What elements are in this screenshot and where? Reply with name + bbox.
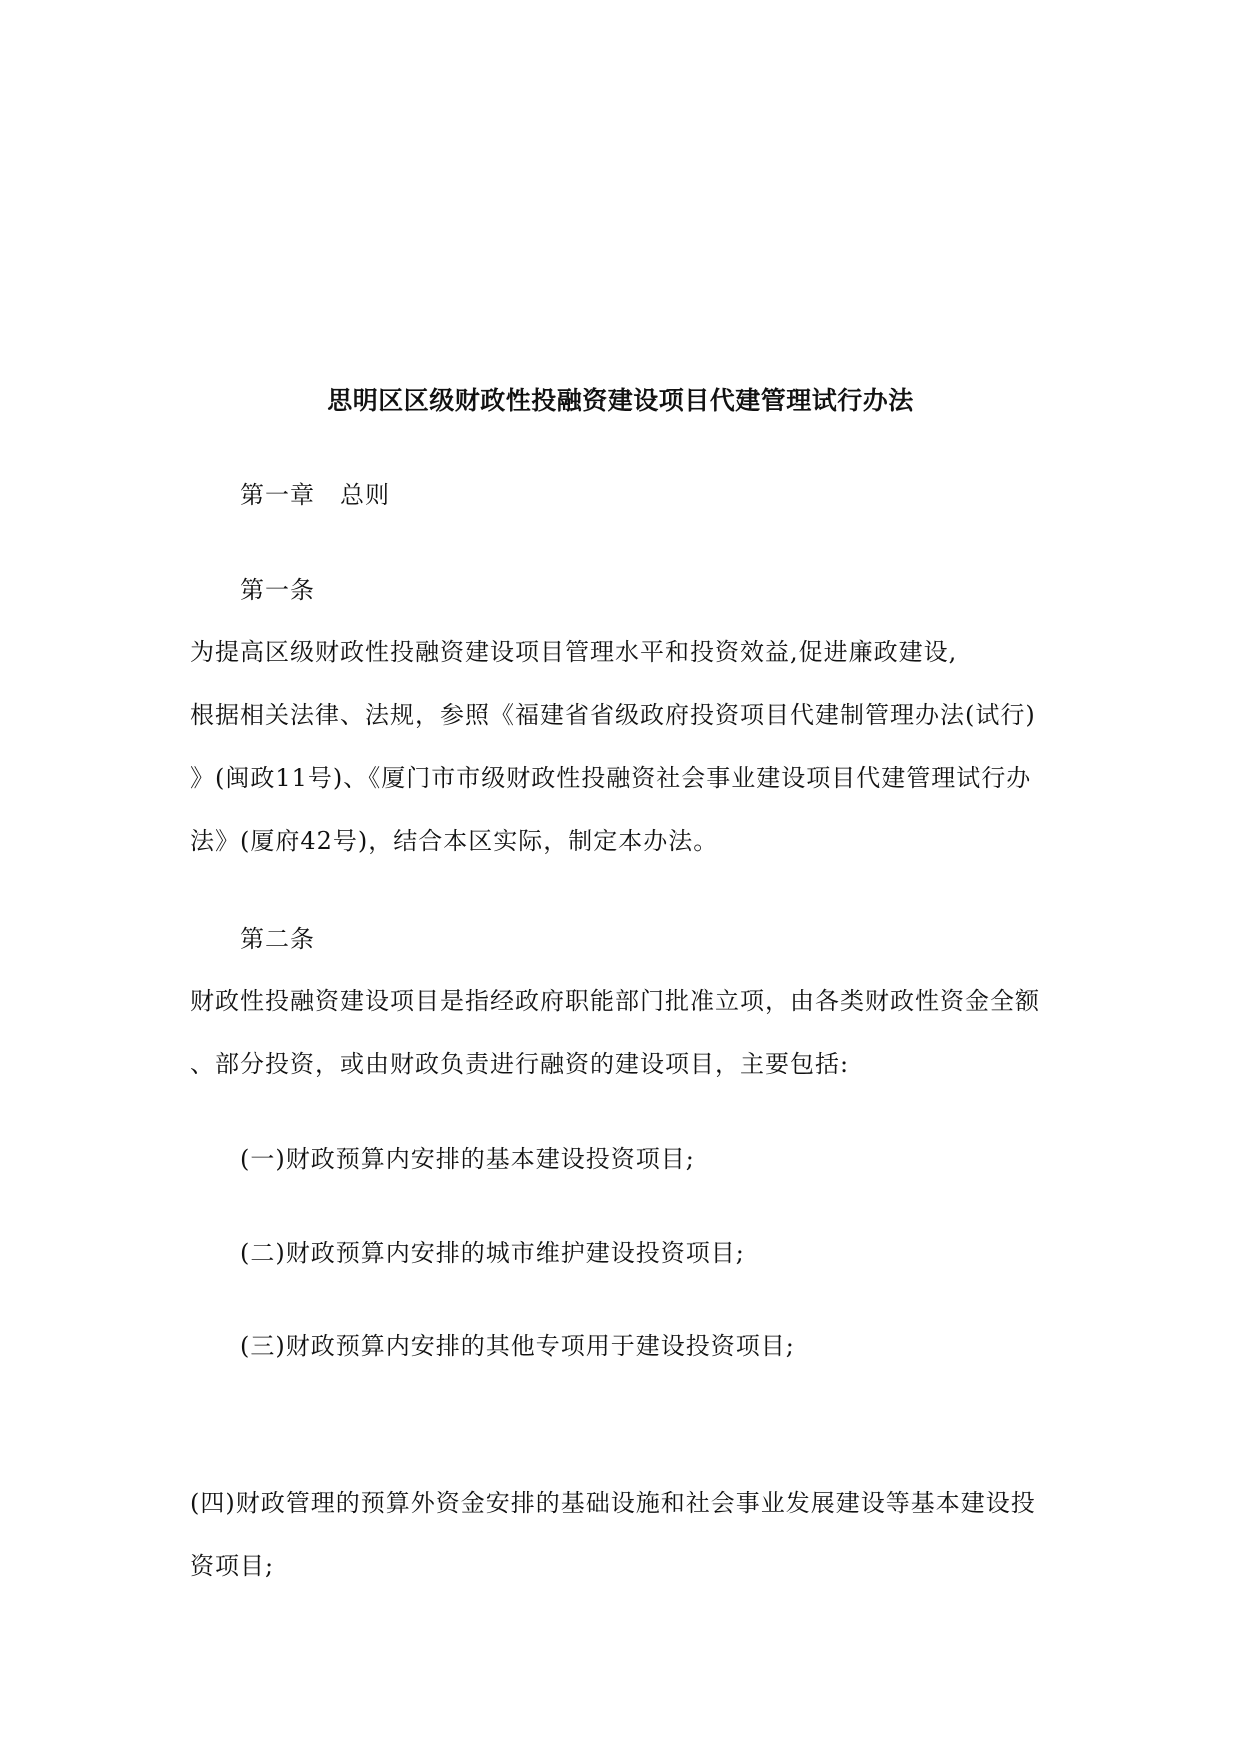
article-1-line: 根据相关法律、法规，参照《福建省省级政府投资项目代建制管理办法(试行)	[190, 701, 1036, 729]
article-2-heading: 第二条	[240, 925, 315, 953]
article-2-line: 财政性投融资建设项目是指经政府职能部门批准立项，由各类财政性资金全额	[190, 987, 1040, 1015]
article-2-line: 、部分投资，或由财政负责进行融资的建设项目，主要包括:	[190, 1050, 850, 1078]
article-1-heading: 第一条	[240, 576, 315, 604]
list-item: (二)财政预算内安排的城市维护建设投资项目;	[240, 1239, 745, 1267]
chapter-heading: 第一章 总则	[240, 481, 390, 509]
list-item: (三)财政预算内安排的其他专项用于建设投资项目;	[240, 1332, 795, 1360]
list-item-4-line: (四)财政管理的预算外资金安排的基础设施和社会事业发展建设等基本建设投	[190, 1489, 1036, 1517]
article-1-line: 》(闽政11号)、《厦门市市级财政性投融资社会事业建设项目代建管理试行办	[190, 764, 1032, 792]
article-1-line: 为提高区级财政性投融资建设项目管理水平和投资效益,促进廉政建设,	[190, 638, 958, 666]
document-title: 思明区区级财政性投融资建设项目代建管理试行办法	[327, 386, 914, 415]
list-item: (一)财政预算内安排的基本建设投资项目;	[240, 1145, 695, 1173]
list-item-4-line: 资项目;	[190, 1552, 275, 1580]
article-1-line: 法》(厦府42号)，结合本区实际，制定本办法。	[190, 827, 719, 855]
